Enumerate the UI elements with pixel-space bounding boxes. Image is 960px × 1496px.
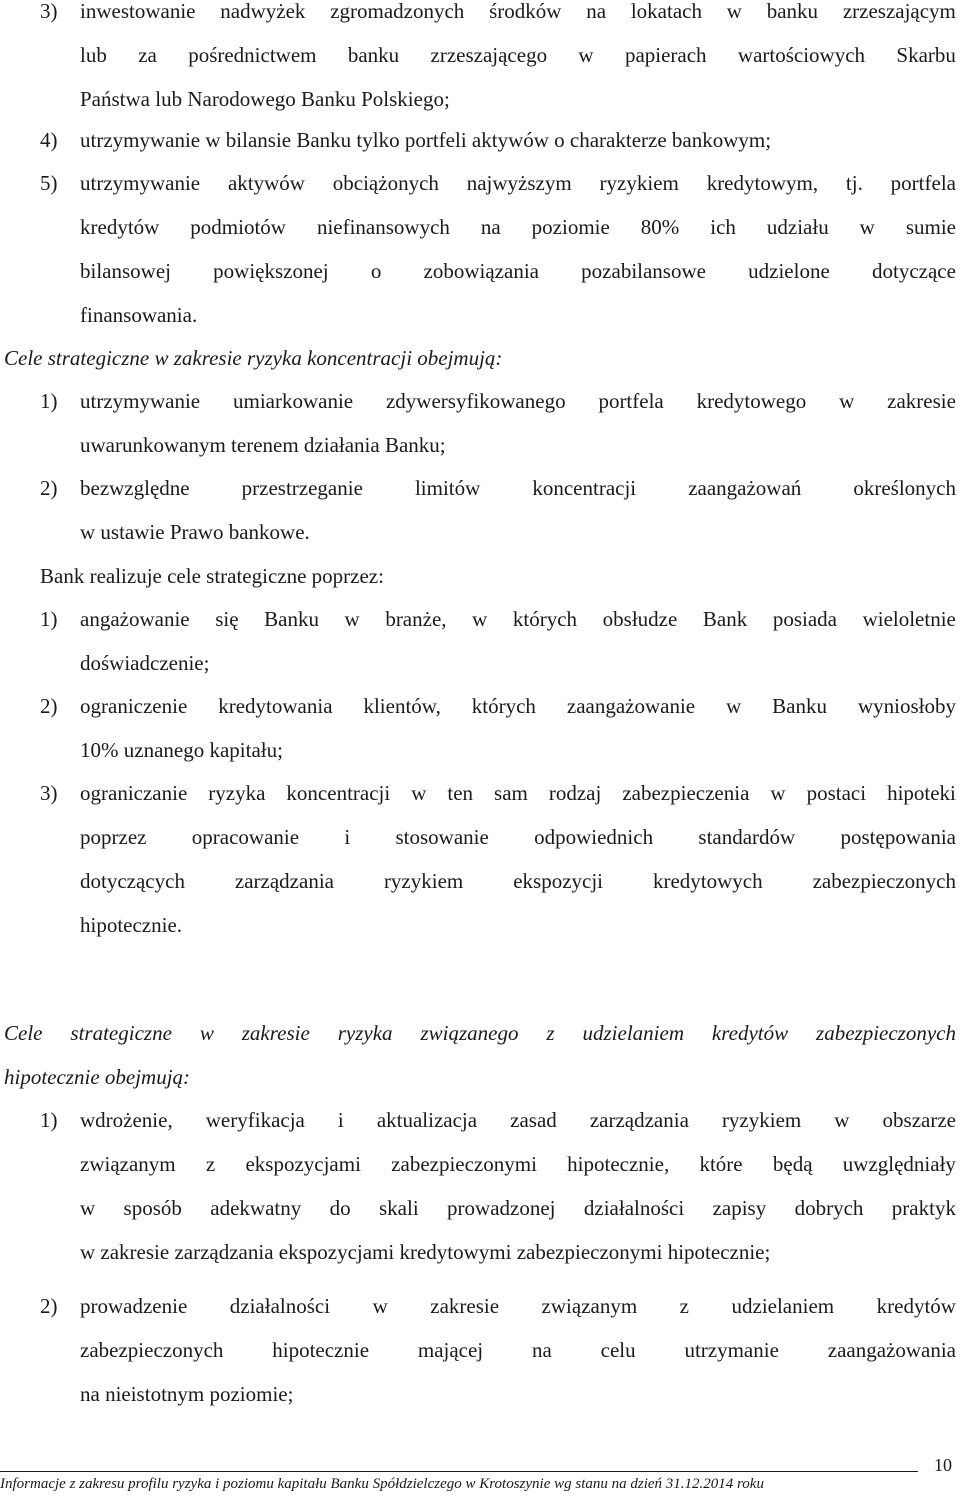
list-item-number: 3) [40,0,58,23]
list-item-line: na nieistotnym poziomie; [80,1382,294,1406]
list-item-line: ograniczanie ryzyka koncentracji w ten sam rodzaj zabezpieczenia w postaci hipoteki [80,781,956,805]
list-item-line: w sposób adekwatny do skali prowadzonej działalności zapisy dobrych praktyk [80,1196,956,1220]
list-item-line: utrzymywanie umiarkowanie zdywersyfikowanego portfela kredytowego w zakresie [80,389,956,413]
list-item-line: inwestowanie nadwyżek zgromadzonych środków na lokatach w banku zrzeszającym [80,0,956,23]
section-heading-line: Cele strategiczne w zakresie ryzyka związanego z udzielaniem kredytów zabezpieczonych [4,1021,956,1045]
list-item-line: w ustawie Prawo bankowe. [80,520,310,544]
list-item-line: dotyczących zarządzania ryzykiem ekspozycji kredytowych zabezpieczonych [80,869,956,893]
list-item-line: w zakresie zarządzania ekspozycjami kredytowymi zabezpieczonymi hipotecznie; [80,1240,771,1264]
list-item-number: 2) [40,694,58,718]
list-item-number: 1) [40,607,58,631]
list-item-line: wdrożenie, weryfikacja i aktualizacja zasad zarządzania ryzykiem w obszarze [80,1108,956,1132]
list-item-line: ograniczenie kredytowania klientów, których zaangażowanie w Banku wyniosłoby [80,694,956,718]
list-item-line: poprzez opracowanie i stosowanie odpowiednich standardów postępowania [80,825,956,849]
list-item-number: 5) [40,171,58,195]
page-number: 10 [934,1455,952,1475]
list-item-line: doświadczenie; [80,651,210,675]
list-item-line: 10% uznanego kapitału; [80,738,283,762]
list-item-line: kredytów podmiotów niefinansowych na poziomie 80% ich udziału w sumie [80,215,956,239]
list-item-line: bilansowej powiększonej o zobowiązania pozabilansowe udzielone dotyczące [80,259,956,283]
page-separator [0,1471,918,1472]
list-item-line: utrzymywanie aktywów obciążonych najwyższym ryzykiem kredytowym, tj. portfela [80,171,956,195]
list-item-line: lub za pośrednictwem banku zrzeszającego w papierach wartościowych Skarbu [80,43,956,67]
list-item-number: 1) [40,1108,58,1132]
list-item-line: zabezpieczonych hipotecznie mającej na celu utrzymanie zaangażowania [80,1338,956,1362]
list-item-line: związanym z ekspozycjami zabezpieczonymi hipotecznie, które będą uwzględniały [80,1152,956,1176]
list-item-line: uwarunkowanym terenem działania Banku; [80,433,446,457]
list-item-line: angażowanie się Banku w branże, w których obsłudze Bank posiada wieloletnie [80,607,956,631]
list-item-line: utrzymywanie w bilansie Banku tylko portfeli aktywów o charakterze bankowym; [80,128,772,152]
list-item-line: hipotecznie. [80,913,183,937]
list-item-line: prowadzenie działalności w zakresie związanym z udzielaniem kredytów [80,1294,956,1318]
section-heading-line: Cele strategiczne w zakresie ryzyka koncentracji obejmują: [4,346,503,370]
list-item-line: finansowania. [80,303,198,327]
list-item-number: 3) [40,781,58,805]
section-heading-line: hipotecznie obejmują: [4,1065,191,1089]
page-footer: Informacje z zakresu profilu ryzyka i poziomu kapitału Banku Spółdzielczego w Krotoszynie wg stanu na dzień 31.12.2014 roku [0,1476,764,1492]
list-item-number: 4) [40,128,58,152]
list-item-line: Państwa lub Narodowego Banku Polskiego; [80,87,450,111]
list-item-number: 1) [40,389,58,413]
paragraph-line: Bank realizuje cele strategiczne poprzez: [40,564,384,588]
list-item-line: bezwzględne przestrzeganie limitów koncentracji zaangażowań określonych [80,476,956,500]
list-item-number: 2) [40,476,58,500]
list-item-number: 2) [40,1294,58,1318]
